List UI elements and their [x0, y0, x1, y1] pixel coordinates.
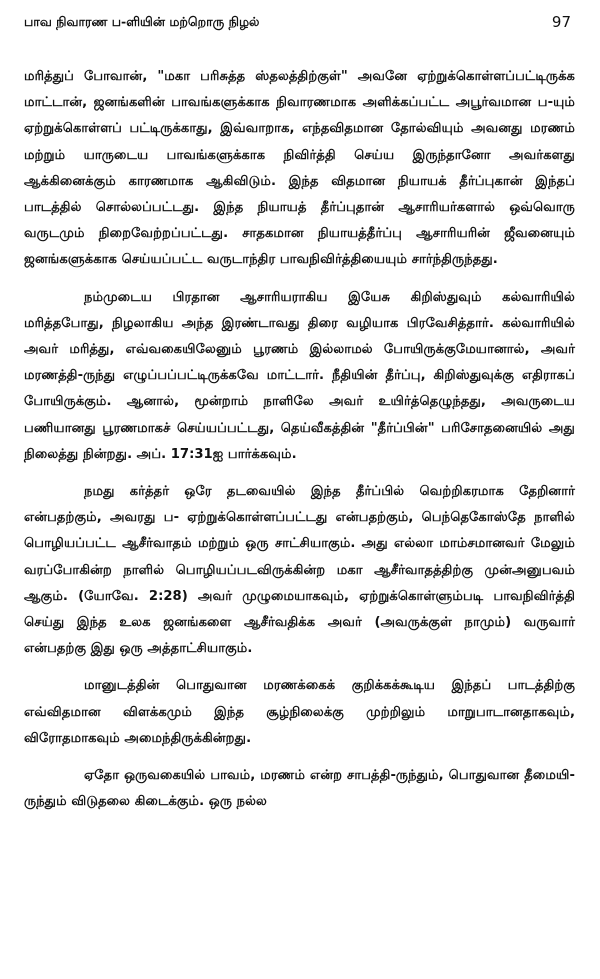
running-title: பாவ நிவாரண ப-ளியின் மற்றொரு நிழல்	[24, 13, 260, 29]
paragraph-continued: மரித்துப் போவான், "மகா பரிசுத்த ஸ்தலத்திற்குள்" அவனே ஏற்றுக்கொள்ளப்பட்டிருக்க மாட்டான், ஜனங்களின் பாவங்களுக்காக நிவாரணமாக அளிக்கப்பட்ட அபூர்வமான ப-யும் ஏற்றுக்கொள்ளப் பட்டிருக்காது, இவ்வாறாக, எந்தவிதமான தோல்வியும் அவனது மரணம் மற்றும் யாருடைய பாவங்களுக்காக நிவிர்த்தி செய்ய இருந்தானோ அவர்களது ஆக்கினைக்கும் காரணமாக ஆகிவிடும். இந்த விதமான நியாயக் தீர்ப்புகான் இந்தப் பாடத்தில் சொல்லப்பட்டது. இந்த நியாயத் தீர்ப்புதான் ஆசாரியர்களால் ஒவ்வொரு வருடமும் நிறைவேற்றப்பட்டது. சாதகமான நியாயத்தீர்ப்பு ஆசாரியரின் ஜீவனையும் ஜனங்களுக்காக செய்யப்பட்ட வருடாந்திர பாவநிவிர்த்தியையும் சார்ந்திருந்தது.	[24, 69, 575, 268]
paragraph: மானுடத்தின் பொதுவான மரணக்கைக் குறிக்கக்கூடிய இந்தப் பாடத்திற்கு எவ்விதமான விளக்கமும் இந்த சூழ்நிலைக்கு முற்றிலும் மாறுபாடானதாகவும், விரோதமாகவும் அமைந்திருக்கின்றது.	[24, 678, 575, 746]
paragraph-truncated: ஏதோ ஒருவகையில் பாவம், மரணம் என்ற சாபத்தி-ருந்தும், பொதுவான தீமையி-ருந்தும் விடுதலை கிடைக்கும். ஒரு நல்ல	[24, 768, 575, 810]
page-bottom-edge	[0, 971, 600, 979]
paragraph: நமது கர்த்தர் ஒரே தடவையில் இந்த தீர்ப்பில் வெற்றிகரமாக தேறினார் என்பதற்கும், அவரது ப- ஏற்றுக்கொள்ளப்பட்டது என்பதற்கும், பெந்தெகோஸ்தே நாளில் பொழியப்பட்ட ஆசீர்வாதம் மற்றும் ஒரு சாட்சியாகும். அது எல்லா மாம்சமானவர் மேலும் வரப்போகின்ற நாளில் பொழியப்படவிருக்கின்ற மகா ஆசீர்வாதத்திற்கு முன்அனுபவம் ஆகும். (யோவே. 2:28) அவர் முழுமையாகவும், ஏற்றுக்கொள்ளும்படி பாவநிவிர்த்தி செய்து இந்த உலக ஜனங்களை ஆசீர்வதிக்க அவர் (அவருக்குள் நாமும்) வருவார் என்பதற்கு இது ஒரு அத்தாட்சியாகும்.	[24, 484, 575, 657]
running-header	[24, 0, 575, 42]
page-body	[24, 64, 575, 815]
page-number: 97	[551, 13, 571, 31]
paragraph: நம்முடைய பிரதான ஆசாரியராகிய இயேசு கிறிஸ்துவும் கல்வாரியில் மரித்தபோது, நிழலாகிய அந்த இரண்டாவது திரை வழியாக பிரவேசித்தார். கல்வாரியில் அவர் மரித்து, எவ்வகையிலேனும் பூரணம் இல்லாமல் போயிருக்குமேயானால், அவர் மரணத்தி-ருந்து எழுப்பப்பட்டிருக்கவே மாட்டார். நீதியின் தீர்ப்பு, கிறிஸ்துவுக்கு எதிராகப் போயிருக்கும். ஆனால், மூன்றாம் நாளிலே அவர் உயிர்த்தெழுந்தது, அவருடைய பணியானது பூரணமாகச் செய்யப்பட்டது, தெய்வீகத்தின் "தீர்ப்பின்" பரிசோதனையில் அது நிலைத்து நின்றது. அப். 17:31ஐ பார்க்கவும்.	[24, 289, 575, 462]
